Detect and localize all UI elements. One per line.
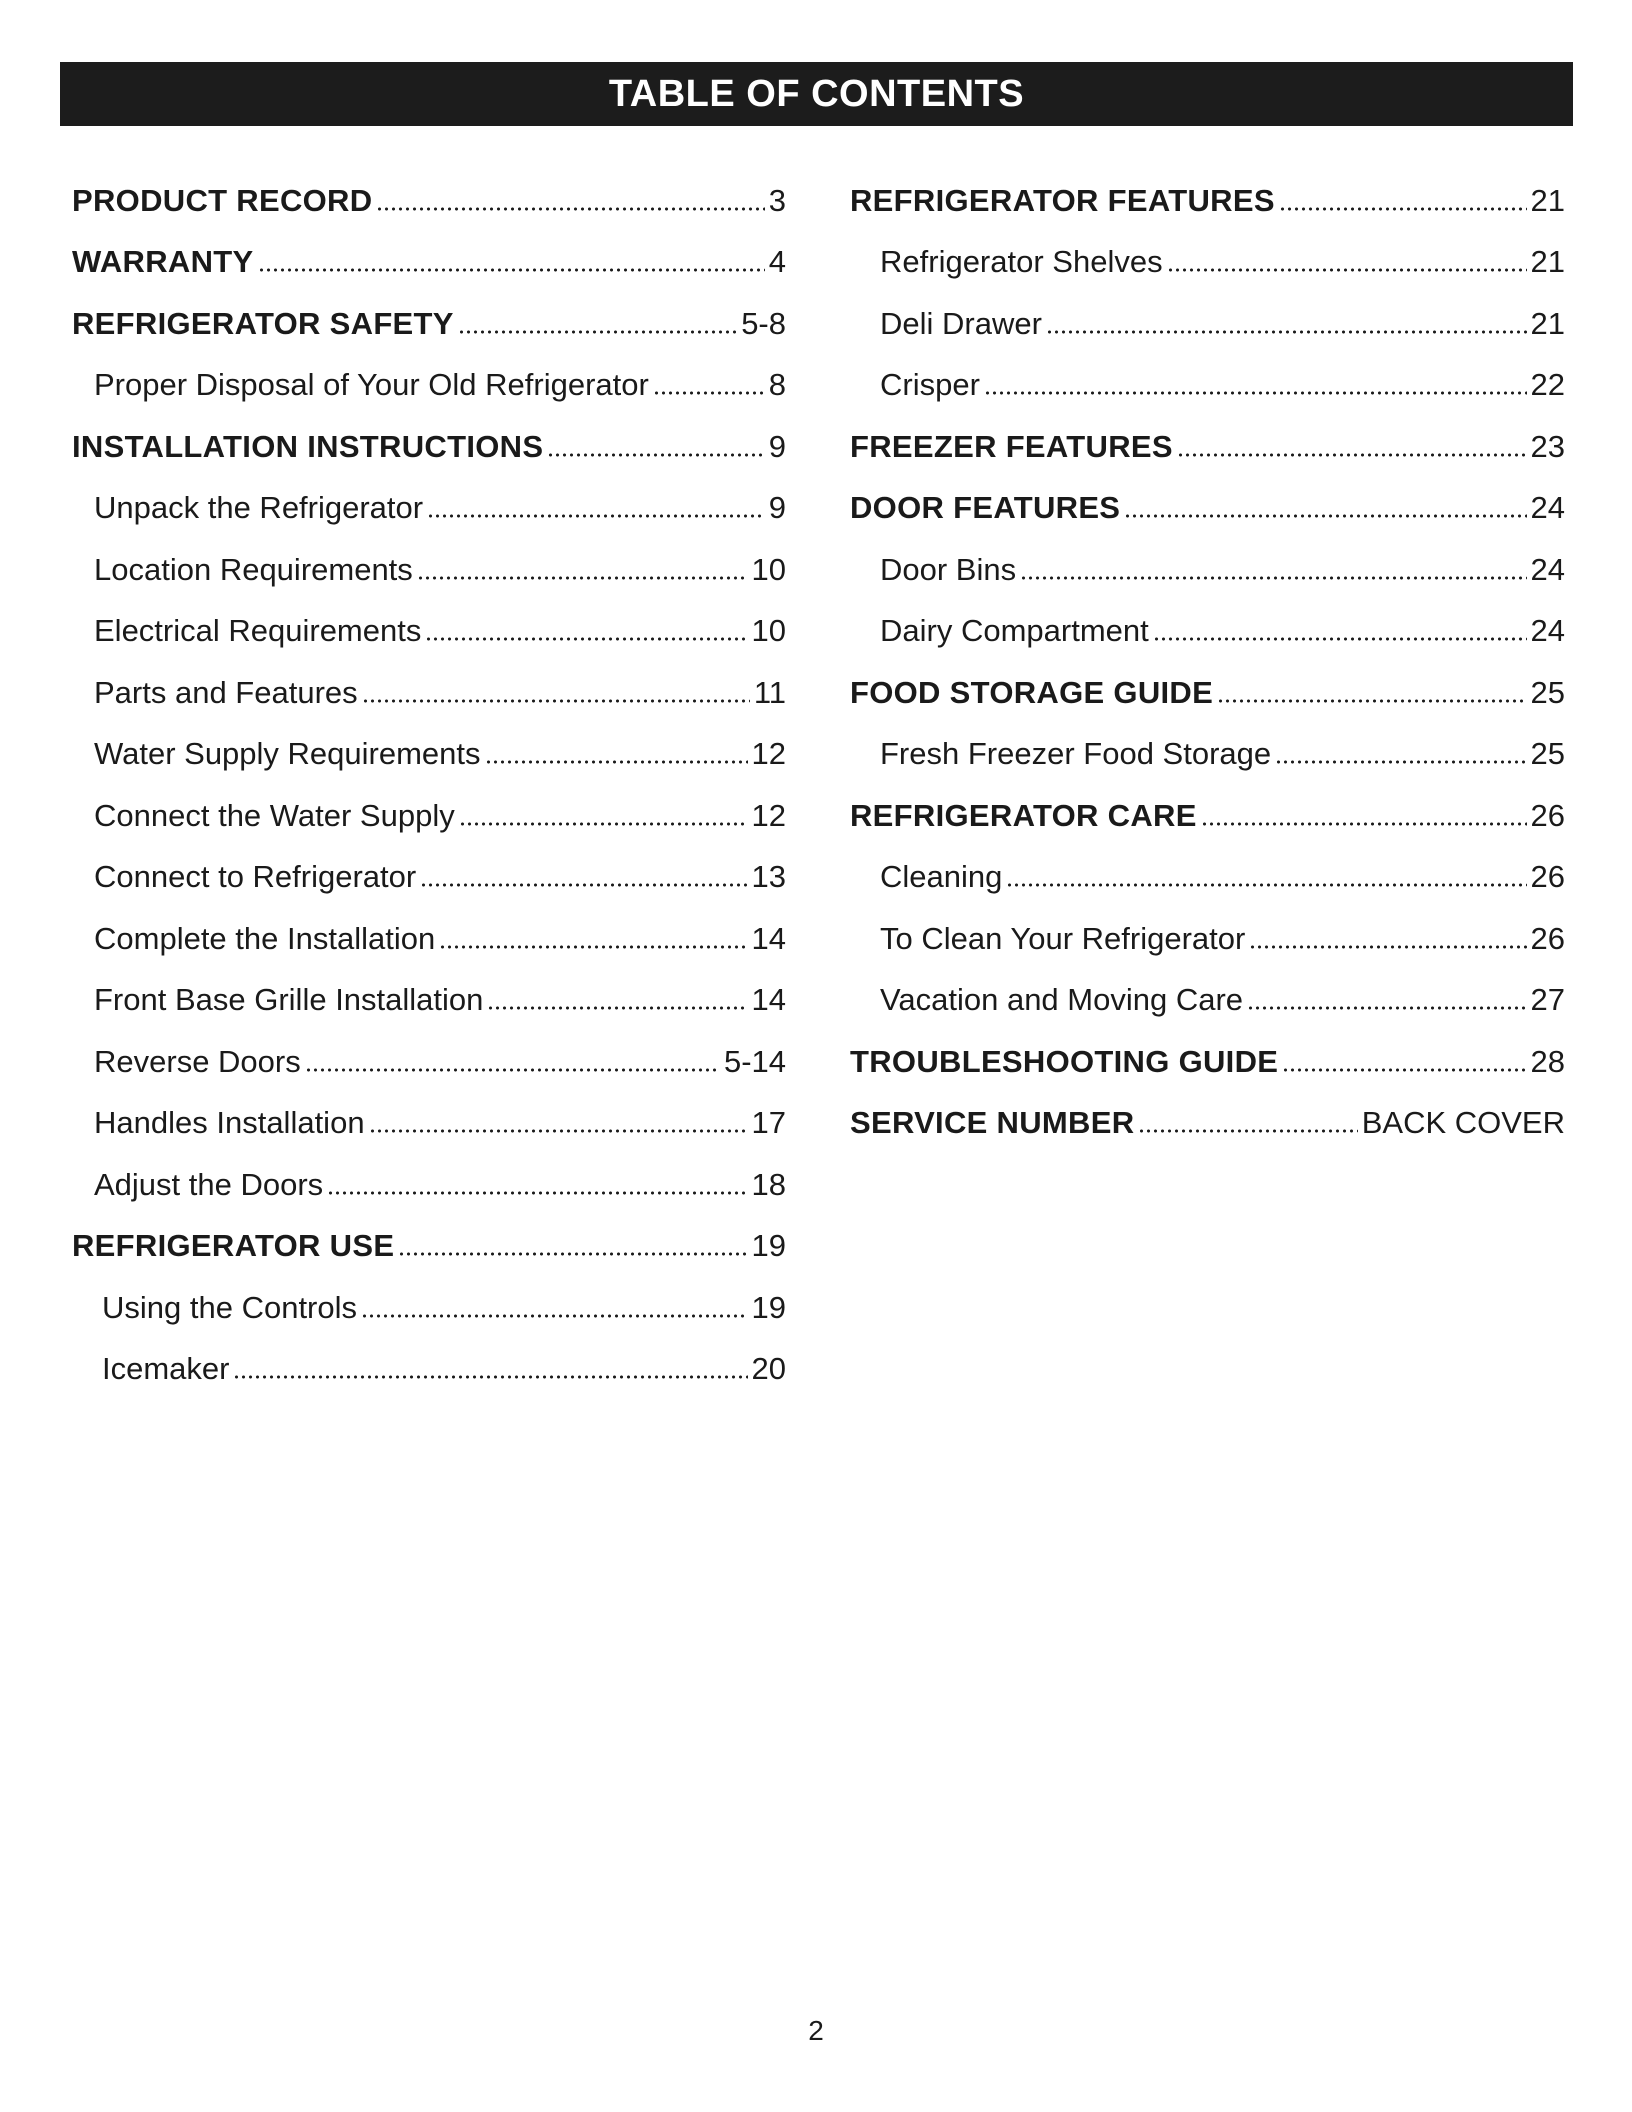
toc-entry-page: 8 (768, 367, 786, 403)
dot-leader (1138, 1128, 1357, 1134)
toc-entry-page: 12 (751, 797, 786, 833)
toc-entry-page: 9 (768, 428, 786, 464)
dot-leader (1177, 452, 1527, 458)
dot-leader (653, 390, 765, 396)
toc-entry-label: Electrical Requirements (94, 613, 422, 649)
toc-entry-page: 14 (751, 982, 786, 1018)
toc-entry-label: Fresh Freezer Food Storage (880, 736, 1272, 772)
toc-entry[interactable] (72, 601, 786, 663)
toc-entry[interactable] (72, 970, 786, 1032)
toc-entry-label: INSTALLATION INSTRUCTIONS (72, 428, 544, 464)
toc-entry-label: FREEZER FEATURES (850, 428, 1173, 464)
dot-leader (1124, 513, 1526, 519)
toc-entry-label: To Clean Your Refrigerator (880, 920, 1246, 956)
toc-entry-page: 26 (1530, 920, 1565, 956)
toc-entry[interactable] (850, 232, 1565, 294)
toc-entry-label: Complete the Installation (94, 920, 436, 956)
dot-leader (439, 944, 747, 950)
toc-entry[interactable] (72, 355, 786, 417)
dot-leader (458, 329, 737, 335)
title-bar (60, 62, 1573, 126)
toc-entry-page: 14 (751, 920, 786, 956)
dot-leader (1247, 1005, 1526, 1011)
toc-entry-label: Deli Drawer (880, 305, 1042, 341)
toc-entry-page: BACK COVER (1361, 1105, 1565, 1141)
dot-leader (485, 759, 748, 765)
toc-right-column (850, 170, 1565, 1154)
toc-entry-label: SERVICE NUMBER (850, 1105, 1135, 1141)
toc-entry-label: Proper Disposal of Your Old Refrigerator (94, 367, 649, 403)
dot-leader (361, 1313, 748, 1319)
dot-leader (1249, 944, 1526, 950)
toc-entry-label: Vacation and Moving Care (880, 982, 1244, 1018)
toc-entry-label: Crisper (880, 367, 980, 403)
toc-entry[interactable] (72, 293, 786, 355)
toc-entry-page: 10 (751, 551, 786, 587)
dot-leader (1217, 698, 1526, 704)
dot-leader (305, 1067, 720, 1073)
toc-entry[interactable] (72, 662, 786, 724)
dot-leader (376, 206, 764, 212)
toc-entry-label: Water Supply Requirements (94, 736, 481, 772)
toc-entry[interactable] (850, 662, 1565, 724)
toc-entry-label: Reverse Doors (94, 1043, 301, 1079)
dot-leader (233, 1374, 747, 1380)
toc-entry-page: 18 (751, 1166, 786, 1202)
toc-entry-label: Cleaning (880, 859, 1003, 895)
toc-entry-label: Unpack the Refrigerator (94, 490, 424, 526)
dot-leader (258, 267, 765, 273)
toc-left-column (72, 170, 786, 1400)
toc-entry[interactable] (850, 170, 1565, 232)
toc-entry-page: 11 (753, 674, 786, 710)
dot-leader (459, 821, 748, 827)
dot-leader (547, 452, 764, 458)
page-number: 2 (808, 2015, 824, 2046)
toc-entry-page: 21 (1530, 182, 1565, 218)
toc-entry-label: Adjust the Doors (94, 1166, 324, 1202)
toc-entry-page: 25 (1530, 736, 1565, 772)
toc-entry-page: 27 (1530, 982, 1565, 1018)
toc-entry-label: Parts and Features (94, 674, 358, 710)
toc-entry[interactable] (72, 908, 786, 970)
toc-entry-page: 10 (751, 613, 786, 649)
toc-entry-label: DOOR FEATURES (850, 490, 1121, 526)
toc-entry[interactable] (850, 478, 1565, 540)
toc-entry-page: 21 (1530, 305, 1565, 341)
toc-entry-label: REFRIGERATOR SAFETY (72, 305, 454, 341)
page-title: TABLE OF CONTENTS (608, 72, 1025, 115)
toc-entry[interactable] (850, 1093, 1565, 1155)
dot-leader (420, 882, 747, 888)
toc-entry-page: 9 (768, 490, 786, 526)
toc-entry-label: PRODUCT RECORD (72, 182, 373, 218)
toc-entry-page: 24 (1530, 551, 1565, 587)
toc-entry-page: 26 (1530, 859, 1565, 895)
dot-leader (1167, 267, 1527, 273)
toc-entry-label: Connect the Water Supply (94, 797, 455, 833)
toc-entry-page: 26 (1530, 797, 1565, 833)
toc-entry-page: 17 (751, 1105, 786, 1141)
toc-entry-label: REFRIGERATOR USE (72, 1228, 395, 1264)
toc-entry[interactable] (72, 478, 786, 540)
toc-entry[interactable] (850, 908, 1565, 970)
toc-entry-page: 21 (1530, 244, 1565, 280)
toc-entry-page: 5-14 (723, 1043, 786, 1079)
toc-entry-label: Using the Controls (102, 1289, 358, 1325)
toc-entry[interactable] (850, 416, 1565, 478)
dot-leader (1279, 206, 1527, 212)
toc-entry-label: TROUBLESHOOTING GUIDE (850, 1043, 1279, 1079)
dot-leader (984, 390, 1527, 396)
dot-leader (425, 636, 747, 642)
toc-entry-label: Dairy Compartment (880, 613, 1149, 649)
dot-leader (369, 1128, 748, 1134)
dot-leader (398, 1251, 747, 1257)
toc-entry[interactable] (72, 1277, 786, 1339)
toc-entry[interactable] (850, 724, 1565, 786)
toc-entry-page: 28 (1530, 1043, 1565, 1079)
toc-entry[interactable] (850, 355, 1565, 417)
dot-leader (487, 1005, 747, 1011)
toc-entry-page: 13 (751, 859, 786, 895)
toc-entry[interactable] (850, 785, 1565, 847)
toc-entry[interactable] (850, 970, 1565, 1032)
toc-entry-label: Connect to Refrigerator (94, 859, 417, 895)
toc-entry-page: 12 (751, 736, 786, 772)
toc-entry-label: Refrigerator Shelves (880, 244, 1163, 280)
dot-leader (1201, 821, 1527, 827)
toc-entry[interactable] (72, 416, 786, 478)
toc-entry-page: 22 (1530, 367, 1565, 403)
dot-leader (417, 575, 748, 581)
toc-entry-page: 5-8 (741, 305, 786, 341)
toc-entry-page: 4 (768, 244, 786, 280)
toc-entry-page: 19 (751, 1228, 786, 1264)
toc-entry-page: 3 (768, 182, 786, 218)
toc-entry-page: 19 (751, 1289, 786, 1325)
toc-entry-label: WARRANTY (72, 244, 254, 280)
dot-leader (1020, 575, 1526, 581)
toc-entry[interactable] (72, 1339, 786, 1401)
toc-entry-page: 23 (1530, 428, 1565, 464)
toc-entry[interactable] (72, 847, 786, 909)
toc-entry-page: 24 (1530, 490, 1565, 526)
dot-leader (1046, 329, 1527, 335)
toc-entry[interactable] (850, 539, 1565, 601)
dot-leader (327, 1190, 747, 1196)
toc-entry-page: 20 (751, 1351, 786, 1387)
toc-entry-label: Handles Installation (94, 1105, 365, 1141)
dot-leader (362, 698, 750, 704)
toc-entry[interactable] (850, 601, 1565, 663)
toc-entry-page: 24 (1530, 613, 1565, 649)
toc-entry[interactable] (850, 1031, 1565, 1093)
toc-entry-label: Location Requirements (94, 551, 413, 587)
toc-entry[interactable] (72, 724, 786, 786)
dot-leader (1275, 759, 1526, 765)
toc-entry-label: REFRIGERATOR FEATURES (850, 182, 1275, 218)
toc-entry[interactable] (72, 1031, 786, 1093)
toc-entry[interactable] (72, 1154, 786, 1216)
toc-entry-label: Door Bins (880, 551, 1017, 587)
toc-entry-page: 25 (1530, 674, 1565, 710)
dot-leader (427, 513, 765, 519)
dot-leader (1153, 636, 1527, 642)
toc-entry[interactable] (72, 232, 786, 294)
toc-entry-label: FOOD STORAGE GUIDE (850, 674, 1214, 710)
dot-leader (1006, 882, 1526, 888)
toc-entry[interactable] (850, 293, 1565, 355)
toc-entry-label: REFRIGERATOR CARE (850, 797, 1197, 833)
toc-entry-label: Front Base Grille Installation (94, 982, 484, 1018)
dot-leader (1282, 1067, 1526, 1073)
toc-entry[interactable] (72, 1093, 786, 1155)
toc-entry[interactable] (72, 539, 786, 601)
toc-entry[interactable] (850, 847, 1565, 909)
toc-entry-label: Icemaker (102, 1351, 230, 1387)
toc-entry[interactable] (72, 1216, 786, 1278)
toc-entry[interactable] (72, 785, 786, 847)
toc-entry[interactable] (72, 170, 786, 232)
